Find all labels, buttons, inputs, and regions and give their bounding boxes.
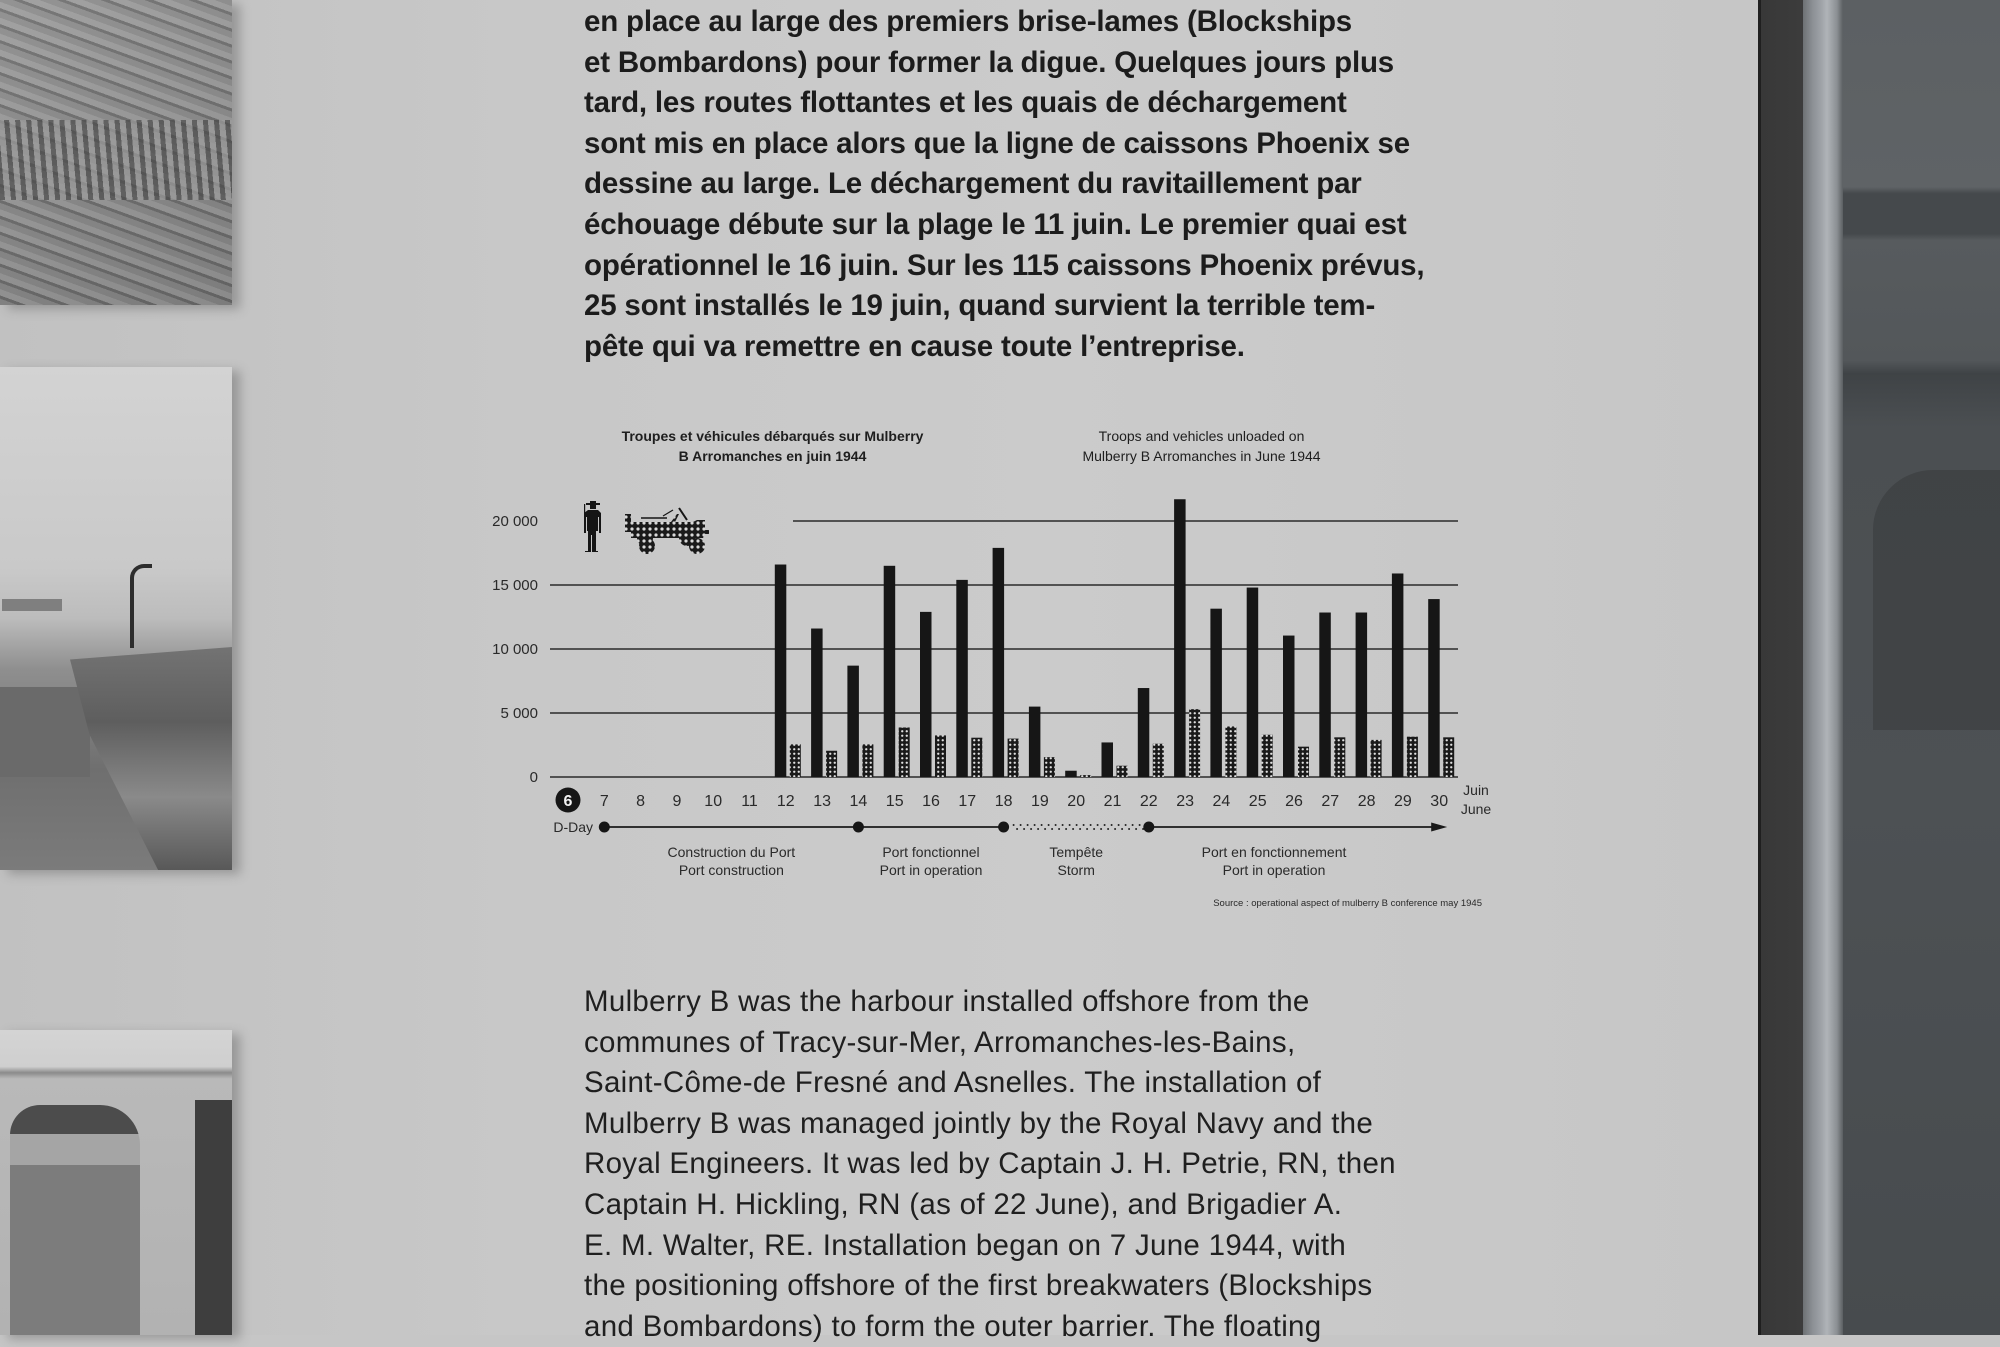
text-line: Mulberry B was managed jointly by the Royal Navy and the — [584, 1106, 1374, 1140]
storm-dot — [1013, 824, 1015, 826]
storm-dot — [1034, 824, 1036, 826]
bar-vehicles — [1080, 775, 1091, 777]
storm-dot — [1090, 824, 1092, 826]
x-tick-label: 7 — [599, 793, 609, 810]
bar-vehicles — [1153, 744, 1164, 777]
storm-dot — [1048, 824, 1050, 826]
text-line: 25 sont installés le 19 juin, quand survient la terrible tem- — [584, 289, 1376, 323]
x-tick-label: 20 — [1067, 793, 1086, 810]
x-axis-unit-en: June — [1460, 801, 1492, 817]
x-tick-label: 24 — [1212, 793, 1231, 810]
bar-vehicles — [1443, 737, 1454, 777]
storm-dot — [1023, 828, 1025, 830]
storm-dot — [1139, 824, 1141, 826]
text-line: and Bombardons) to form the outer barrier. The floating — [584, 1309, 1322, 1343]
x-tick-label: 9 — [672, 793, 682, 810]
chart-title-line: Mulberry B Arromanches in June 1944 — [1082, 448, 1321, 464]
text-line: Saint-Côme-de Fresné and Asnelles. The installation of — [584, 1066, 1322, 1100]
storm-dot — [1020, 824, 1022, 826]
phase-label-fr: Construction du Port — [667, 844, 796, 860]
bar-troops — [1210, 609, 1222, 777]
storm-dot — [1062, 824, 1064, 826]
bar-troops — [993, 548, 1005, 777]
x-tick-label: 13 — [813, 793, 831, 810]
storm-dot — [1125, 824, 1127, 826]
bar-troops — [1356, 613, 1368, 777]
text-line: et Bombardons) pour former la digue. Quelques jours plus — [584, 45, 1394, 79]
x-tick-label: 18 — [994, 793, 1013, 810]
text-line: opérationnel le 16 juin. Sur les 115 caissons Phoenix prévus, — [584, 248, 1425, 282]
bar-troops — [811, 629, 823, 777]
storm-dot — [1083, 824, 1085, 826]
storm-dot — [1114, 828, 1116, 830]
text-line: tard, les routes flottantes et les quais de déchargement — [584, 86, 1347, 120]
storm-dot — [1100, 828, 1102, 830]
x-tick-label: 29 — [1394, 793, 1412, 810]
storm-dot — [1055, 824, 1057, 826]
x-tick-label: 21 — [1103, 793, 1122, 810]
x-tick-label: 6 — [563, 793, 573, 810]
d-day-label: D-Day — [553, 819, 593, 835]
soldier-icon — [584, 501, 601, 552]
chart-source: Source : operational aspect of mulberry B conference may 1945 — [1213, 898, 1482, 909]
text-line: the positioning offshore of the first breakwaters (Blockships — [584, 1269, 1373, 1303]
storm-dot — [1044, 828, 1046, 830]
bar-troops — [956, 580, 968, 777]
text-line: Royal Engineers. It was led by Captain J. H. Petrie, RN, then — [584, 1147, 1396, 1181]
x-axis — [556, 788, 1449, 813]
text-line: Mulberry B was the harbour installed offshore from the — [584, 985, 1310, 1018]
y-tick-label: 10 000 — [492, 641, 538, 658]
storm-dot — [1058, 828, 1060, 830]
phase-label-fr: Port fonctionnel — [882, 844, 980, 860]
bar-troops — [1319, 613, 1331, 777]
x-tick-label: 30 — [1430, 793, 1449, 810]
x-tick-label: 19 — [1031, 793, 1049, 810]
x-tick-label: 25 — [1248, 793, 1267, 810]
storm-dot — [1104, 824, 1106, 826]
x-tick-label: 10 — [704, 793, 723, 810]
bar-vehicles — [1117, 766, 1128, 777]
chart-title-line: Troops and vehicles unloaded on — [1098, 428, 1305, 444]
bar-vehicles — [1298, 747, 1309, 777]
bar-vehicles — [862, 744, 873, 777]
storm-dot — [1121, 828, 1123, 830]
timeline-milestone — [1143, 822, 1154, 833]
timeline-arrowhead — [1431, 823, 1447, 832]
storm-dot — [1086, 828, 1088, 830]
storm-dot — [1069, 824, 1071, 826]
text-line: communes of Tracy-sur-Mer, Arromanches-les-Bains, — [584, 1025, 1296, 1059]
bar-vehicles — [1334, 737, 1345, 777]
storm-dot — [1135, 828, 1137, 830]
bar-troops — [847, 666, 859, 777]
storm-dot — [1037, 828, 1039, 830]
x-tick-label: 26 — [1285, 793, 1303, 810]
storm-dot — [1079, 828, 1081, 830]
bar-troops — [1102, 742, 1114, 777]
storm-dot — [1128, 828, 1130, 830]
x-tick-label: 23 — [1176, 793, 1194, 810]
phase-label-fr: Tempête — [1049, 844, 1104, 860]
x-tick-label: 11 — [741, 793, 758, 810]
chart-title-line: Troupes et véhicules débarqués sur Mulberry — [621, 428, 924, 444]
bar-vehicles — [1262, 735, 1273, 777]
y-tick-label: 0 — [529, 769, 538, 786]
text-line: Captain H. Hickling, RN (as of 22 June), and Brigadier A. — [584, 1187, 1343, 1221]
bar-troops — [884, 566, 896, 777]
bar-troops — [1247, 588, 1259, 777]
text-line: dessine au large. Le déchargement du ravitaillement par — [584, 167, 1362, 201]
bar-troops — [1392, 573, 1404, 777]
text-line: en place au large des premiers brise-lames (Blockships — [584, 5, 1353, 38]
x-tick-label: 8 — [636, 793, 646, 810]
x-axis-unit-fr: Juin — [1463, 782, 1489, 798]
storm-dot — [1097, 824, 1099, 826]
x-tick-label: 14 — [849, 793, 868, 810]
storm-dot — [1065, 828, 1067, 830]
bar-troops — [1065, 771, 1077, 777]
bar-troops — [920, 612, 932, 777]
phase-label-en: Storm — [1057, 862, 1095, 878]
bar-troops — [1283, 636, 1295, 777]
bar-vehicles — [1189, 709, 1200, 777]
bar-troops — [1138, 688, 1150, 777]
storm-dot — [1030, 828, 1032, 830]
text-line: échouage débute sur la plage le 11 juin. Le premier quai est — [584, 207, 1407, 241]
bar-vehicles — [790, 744, 801, 777]
bar-vehicles — [1044, 757, 1055, 777]
storm-dot — [1051, 828, 1053, 830]
y-tick-label: 15 000 — [492, 577, 538, 594]
x-tick-label: 12 — [776, 793, 795, 810]
bars — [775, 499, 1454, 777]
text-line: pête qui va remettre en cause toute l’entreprise. — [584, 329, 1245, 363]
bar-troops — [1428, 599, 1440, 777]
english-paragraph — [584, 982, 1404, 1347]
storm-dot — [1076, 824, 1078, 826]
storm-dot — [1027, 824, 1029, 826]
y-axis — [492, 513, 538, 786]
bar-troops — [1174, 499, 1186, 777]
phase-label-en: Port in operation — [879, 862, 983, 878]
bar-vehicles — [1371, 740, 1382, 777]
timeline-milestone — [998, 822, 1009, 833]
phase-label-en: Port construction — [678, 862, 784, 878]
bar-vehicles — [1225, 726, 1236, 777]
storm-dot — [1041, 824, 1043, 826]
text-line: E. M. Walter, RE. Installation began on 7 June 1944, with — [584, 1228, 1347, 1262]
bar-vehicles — [1407, 737, 1418, 777]
jeep-icon — [625, 508, 709, 554]
storm-dot — [1093, 828, 1095, 830]
timeline — [553, 819, 1447, 878]
chart-title-line: B Arromanches en juin 1944 — [678, 448, 867, 464]
bar-troops — [775, 565, 787, 777]
phase-label-fr: Port en fonctionnement — [1201, 844, 1347, 860]
x-tick-label: 27 — [1321, 793, 1340, 810]
text-line: sont mis en place alors que la ligne de caissons Phoenix se — [584, 126, 1410, 160]
y-tick-label: 20 000 — [492, 513, 538, 530]
x-tick-label: 17 — [958, 793, 977, 810]
phase-label-en: Port in operation — [1222, 862, 1326, 878]
x-tick-label: 16 — [922, 793, 940, 810]
storm-dot — [1107, 828, 1109, 830]
x-tick-label: 22 — [1139, 793, 1158, 810]
storm-dot — [1016, 828, 1018, 830]
bar-vehicles — [826, 751, 837, 777]
timeline-milestone — [599, 822, 610, 833]
bar-troops — [1029, 707, 1041, 777]
y-tick-label: 5 000 — [500, 705, 538, 722]
timeline-milestone — [853, 822, 864, 833]
bar-vehicles — [899, 727, 910, 777]
bar-vehicles — [935, 735, 946, 777]
x-tick-label: 28 — [1357, 793, 1376, 810]
x-tick-label: 15 — [885, 793, 904, 810]
bar-vehicles — [971, 738, 982, 777]
bar-vehicles — [1008, 739, 1019, 777]
storm-dot — [1118, 824, 1120, 826]
storm-dot — [1072, 828, 1074, 830]
storm-dot — [1132, 824, 1134, 826]
storm-dot — [1111, 824, 1113, 826]
